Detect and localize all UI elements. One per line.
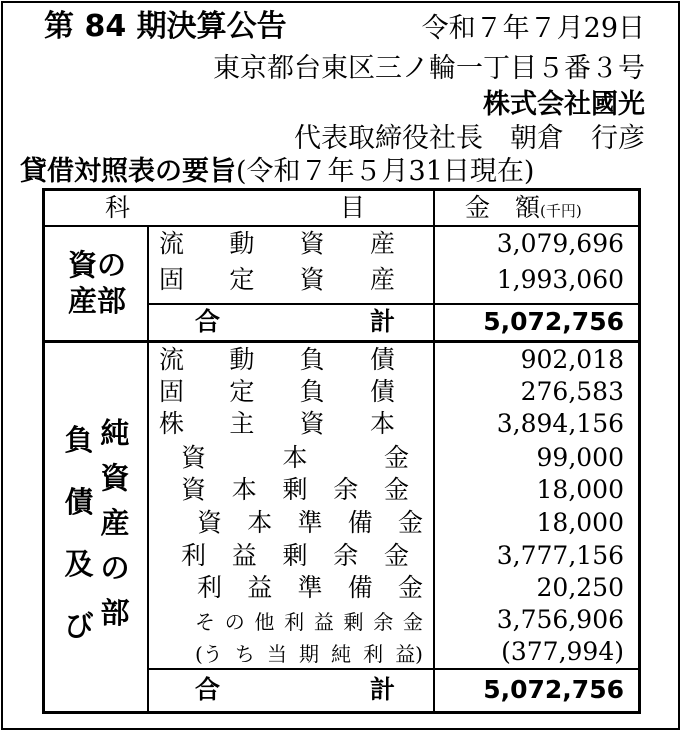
equity-value-capital-reserve: 18,000 <box>536 508 624 537</box>
liab-label-col2: 純 資 産 の 部 <box>100 416 130 630</box>
company-address: 東京都台東区三ノ輪一丁目５番３号 <box>213 53 645 84</box>
equity-row-legal-reserve: 利 益 準 備 金 <box>197 573 423 602</box>
equity-value-capital-surplus: 18,000 <box>536 475 624 504</box>
equity-row-capital: 資 本 金 <box>181 443 409 472</box>
equity-row-capital-surplus: 資 本 剰 余 金 <box>181 475 409 504</box>
notice-title: 第 84 期決算公告 <box>44 9 287 44</box>
equity-value-legal-reserve: 20,250 <box>536 573 624 602</box>
assets-section-label: 資の 産部 <box>67 248 126 318</box>
statement-title <box>20 156 534 188</box>
equity-value-capital: 99,000 <box>536 443 624 472</box>
equity-row-other-retained: そ の 他 利 益 剰 余 金 <box>195 610 423 634</box>
header-item: 科 目 <box>105 193 365 222</box>
liab-row-current: 流 動 負 債 <box>159 345 395 374</box>
liab-total-label: 合 計 <box>195 675 395 704</box>
equity-row-retained-earnings: 利 益 剰 余 金 <box>181 541 409 570</box>
notice-date: 令和７年７月29日 <box>421 13 645 44</box>
statement-name: 貸借対照表の要旨 <box>20 156 236 187</box>
company-name: 株式会社國光 <box>483 89 645 120</box>
asset-value-fixed: 1,993,060 <box>496 265 624 294</box>
liab-value-fixed: 276,583 <box>520 377 624 406</box>
assets-total-value: 5,072,756 <box>483 307 624 336</box>
unit-label: (千円) <box>540 202 582 220</box>
equity-row-capital-reserve: 資 本 準 備 金 <box>197 508 423 537</box>
equity-row-shareholders: 株 主 資 本 <box>159 409 395 438</box>
assets-total-label: 合 計 <box>195 307 395 336</box>
equity-value-other-retained: 3,756,906 <box>496 605 624 634</box>
header-amount: 金 額(千円) <box>465 193 582 222</box>
statement-date: (令和７年５月31日現在) <box>236 156 535 187</box>
equity-value-net-income: (377,994) <box>501 637 624 666</box>
asset-value-current: 3,079,696 <box>496 229 624 258</box>
equity-value-retained-earnings: 3,777,156 <box>496 541 624 570</box>
asset-row-fixed: 固 定 資 産 <box>159 265 395 294</box>
asset-row-current: 流 動 資 産 <box>159 229 395 258</box>
liab-value-current: 902,018 <box>520 345 624 374</box>
balance-sheet-table <box>42 188 641 714</box>
liab-total-value: 5,072,756 <box>483 675 624 704</box>
equity-value-shareholders: 3,894,156 <box>496 409 624 438</box>
liab-label-col1: 負 債 及 び <box>64 423 94 643</box>
liab-row-fixed: 固 定 負 債 <box>159 377 395 406</box>
equity-row-net-income: (う ち 当 期 純 利 益) <box>195 642 423 666</box>
representative: 代表取締役社長 朝倉 行彦 <box>294 123 645 154</box>
